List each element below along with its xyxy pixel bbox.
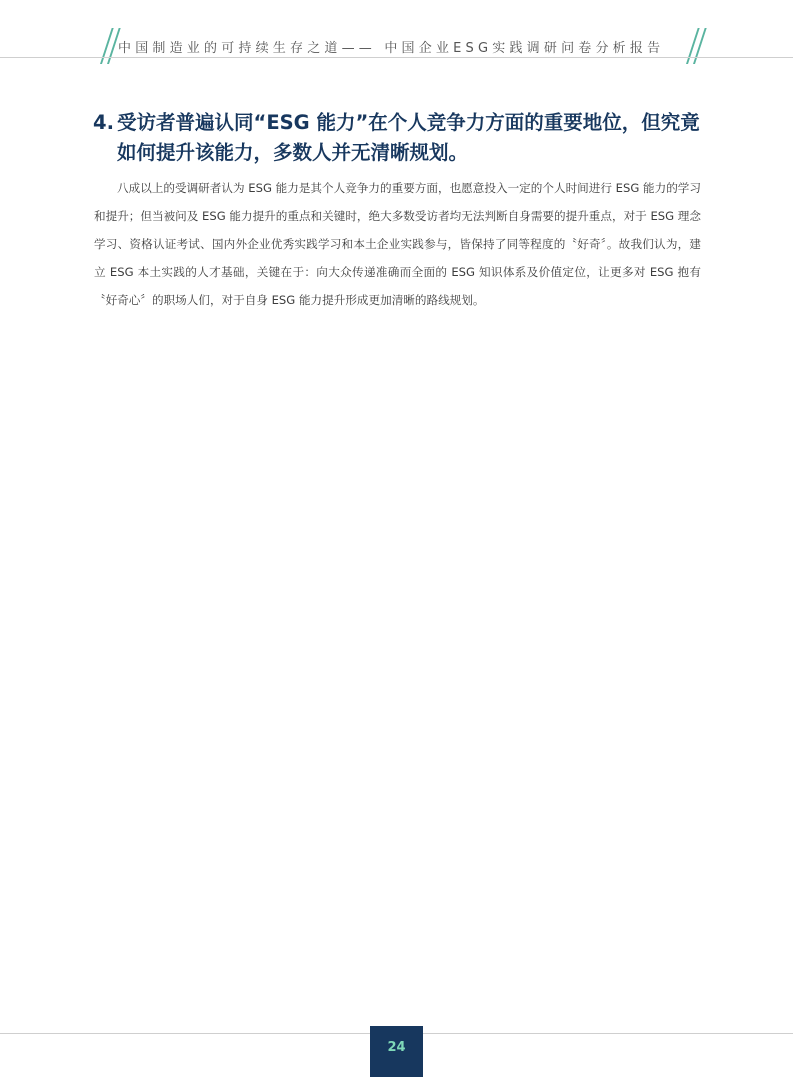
section-heading bbox=[93, 108, 713, 168]
decorative-slashes-left bbox=[92, 28, 116, 64]
page-number: 24 bbox=[387, 1040, 406, 1055]
section-number: 4. bbox=[93, 111, 114, 134]
header-title: 中国制造业的可持续生存之道—— 中国企业ESG实践调研问卷分析报告 bbox=[118, 41, 665, 56]
heading-line-1: 受访者普遍认同“ESG 能力”在个人竞争力方面的重要地位，但究竟 bbox=[117, 111, 700, 134]
page-header bbox=[0, 0, 793, 58]
decorative-slashes-right bbox=[678, 28, 702, 64]
body-text bbox=[94, 174, 701, 314]
body-paragraph: 八成以上的受调研者认为 ESG 能力是其个人竞争力的重要方面，也愿意投入一定的个人时间进行 ESG 能力的学习和提升；但当被问及 ESG 能力提升的重点和关键时，绝大多数受访者均无法判断自身需要的提升重点，对于 ESG 理念学习、资格认证考试、国内外企业优秀实践学习和本土企业实践参与，皆保持了同等程度的〝好奇〞。故我们认为，建立 ESG 本土实践的人才基础，关键在于：向大众传递准确而全面的 ESG 知识体系及价值定位，让更多对 ESG 抱有〝好奇心〞的职场人们，对于自身 ESG 能力提升形成更加清晰的路线规划。 bbox=[94, 181, 701, 307]
page-number-box bbox=[370, 1026, 423, 1077]
header-divider bbox=[0, 57, 793, 58]
heading-line-2: 如何提升该能力，多数人并无清晰规划。 bbox=[117, 141, 469, 164]
